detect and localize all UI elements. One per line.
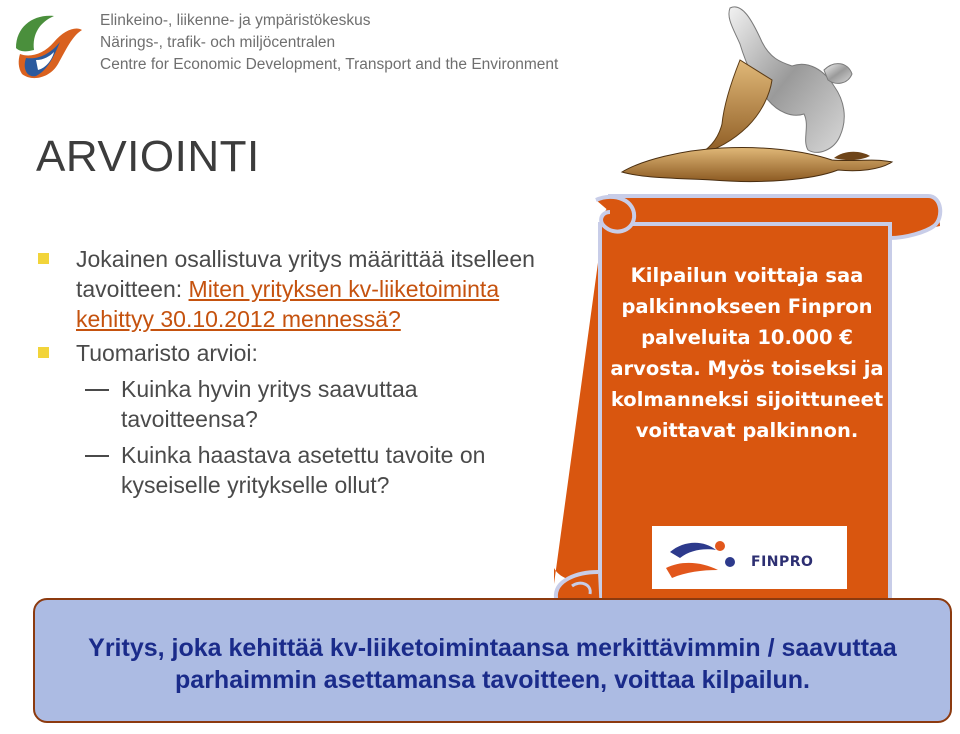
prize-text: Kilpailun voittaja saa palkinnokseen Finpron palveluita 10.000 € arvosta. Myös toiseksi ja kolmanneksi sijoittuneet voittavat palkinnon. (610, 264, 884, 442)
finpro-logo (652, 526, 847, 589)
bullet-item (38, 244, 558, 334)
bullet-text: Tuomaristo arvioi: (76, 340, 258, 366)
bullet-list (38, 244, 558, 504)
dash-bullet-icon (85, 389, 109, 391)
bullet-square-icon (38, 253, 49, 264)
sub-bullet-text: Kuinka hyvin yritys saavuttaa tavoitteensa? (121, 376, 418, 432)
slide-title: ARVIOINTI (36, 132, 260, 181)
deadline-highlight: Miten yrityksen kv-liiketoiminta kehittyy 30.10.2012 mennessä? (76, 276, 500, 332)
sub-bullet-item (38, 374, 558, 434)
bullet-text: Jokainen osallistuva yritys määrittää itselleen tavoitteen: (76, 246, 535, 302)
agency-name-en: Centre for Economic Development, Transport and the Environment (100, 56, 559, 73)
ely-logo-icon (6, 8, 86, 88)
sub-bullet-item (38, 440, 558, 500)
finpro-swoosh-icon (660, 532, 748, 582)
agency-name (100, 10, 558, 76)
bullet-item (38, 338, 558, 368)
sub-bullet-text: Kuinka haastava asetettu tavoite on kyseiselle yritykselle ollut? (121, 442, 486, 498)
dash-bullet-icon (85, 455, 109, 457)
finpro-wordmark: FINPRO (751, 554, 814, 570)
agency-name-sv: Närings-, trafik- och miljöcentralen (100, 34, 336, 51)
bullet-square-icon (38, 347, 49, 358)
agency-name-fi: Elinkeino-, liikenne- ja ympäristökeskus (100, 12, 371, 29)
summary-text: Yritys, joka kehittää kv-liiketoimintaansa merkittävimmin / saavuttaa parhaimmin asettamansa tavoitteen, voittaa kilpailun. (88, 634, 897, 694)
birds-illustration (612, 0, 902, 188)
